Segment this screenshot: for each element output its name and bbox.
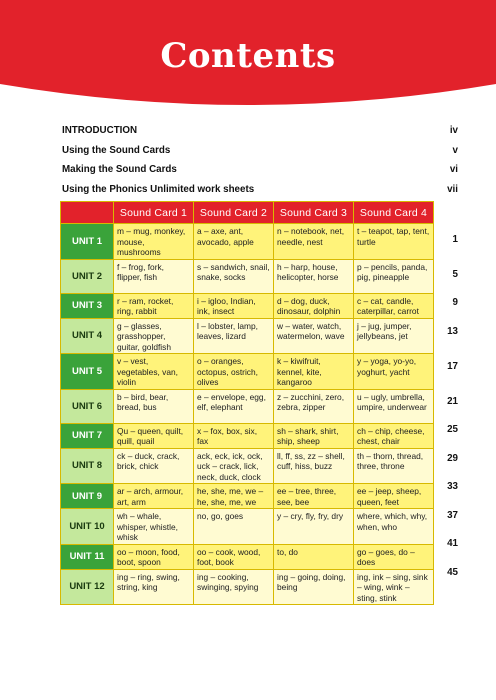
- table-cell: c – cat, candle, caterpillar, carrot: [354, 293, 434, 318]
- table-cell: ck – duck, crack, brick, chick: [114, 448, 194, 484]
- table-cell: ing, ink – sing, sink – wing, wink – sting, stink: [354, 569, 434, 605]
- column-header: Sound Card 1: [114, 202, 194, 224]
- table-cell: wh – whale, whisper, whistle, whisk: [114, 509, 194, 545]
- toc-item[interactable]: [62, 121, 458, 141]
- unit-page-number: 21: [447, 395, 458, 407]
- toc-item-label: INTRODUCTION: [62, 125, 138, 137]
- unit-page-number: 13: [447, 325, 458, 337]
- toc-item-label: Using the Sound Cards: [62, 144, 171, 156]
- table-body: [61, 224, 434, 605]
- column-header: Sound Card 3: [274, 202, 354, 224]
- table-cell: f – frog, fork, flipper, fish: [114, 259, 194, 293]
- page-title: Contents: [160, 36, 336, 76]
- toc-item-page: v: [452, 144, 458, 156]
- table-cell: y – yoga, yo-yo, yoghurt, yacht: [354, 354, 434, 390]
- unit-page-number: 29: [447, 452, 458, 464]
- unit-label[interactable]: UNIT 3: [61, 293, 114, 318]
- table-cell: m – mug, monkey, mouse, mushrooms: [114, 224, 194, 260]
- unit-label[interactable]: UNIT 12: [61, 569, 114, 605]
- table-cell: z – zucchini, zero, zebra, zipper: [274, 389, 354, 423]
- table-cell: no, go, goes: [194, 509, 274, 545]
- table-row: [61, 423, 434, 448]
- table-cell: where, which, why, when, who: [354, 509, 434, 545]
- table-cell: oo – moon, food, boot, spoon: [114, 544, 194, 569]
- table-cell: k – kiwifruit, kennel, kite, kangaroo: [274, 354, 354, 390]
- table-cell: l – lobster, lamp, leaves, lizard: [194, 318, 274, 354]
- table-row: [61, 354, 434, 390]
- unit-page-number: 37: [447, 509, 458, 521]
- table-cell: he, she, me, we – he, she, me, we: [194, 484, 274, 509]
- table-cell: g – glasses, grasshopper, guitar, goldfish: [114, 318, 194, 354]
- unit-label[interactable]: UNIT 8: [61, 448, 114, 484]
- table-cell: d – dog, duck, dinosaur, dolphin: [274, 293, 354, 318]
- sound-card-table: [60, 201, 434, 605]
- table-cell: e – envelope, egg, elf, elephant: [194, 389, 274, 423]
- unit-label[interactable]: UNIT 6: [61, 389, 114, 423]
- table-cell: oo – cook, wood, foot, book: [194, 544, 274, 569]
- table-cell: a – axe, ant, avocado, apple: [194, 224, 274, 260]
- table-cell: ar – arch, armour, art, arm: [114, 484, 194, 509]
- table-cell: w – water, watch, watermelon, wave: [274, 318, 354, 354]
- table-cell: th – thorn, thread, three, throne: [354, 448, 434, 484]
- header-corner: [61, 202, 114, 224]
- toc-item-page: vi: [449, 164, 458, 176]
- toc-item-label: Using the Phonics Unlimited work sheets: [62, 183, 255, 195]
- table-cell: Qu – queen, quilt, quill, quail: [114, 423, 194, 448]
- table-row: [61, 318, 434, 354]
- unit-page-number: 33: [447, 481, 458, 492]
- toc-item[interactable]: [62, 141, 458, 161]
- table-cell: h – harp, house, helicopter, horse: [274, 259, 354, 293]
- table-cell: ee – tree, three, see, bee: [274, 484, 354, 509]
- table-row: [61, 293, 434, 318]
- table-cell: j – jug, jumper, jellybeans, jet: [354, 318, 434, 354]
- toc-item[interactable]: [62, 180, 458, 200]
- table-cell: p – pencils, panda, pig, pineapple: [354, 259, 434, 293]
- table-row: [61, 509, 434, 545]
- table-cell: ack, eck, ick, ock, uck – crack, lick, neck, duck, clock: [194, 448, 274, 484]
- table-cell: ee – jeep, sheep, queen, feet: [354, 484, 434, 509]
- table-cell: ing – going, doing, being: [274, 569, 354, 605]
- table-row: [61, 448, 434, 484]
- unit-page-number: 9: [452, 297, 458, 308]
- table-cell: x – fox, box, six, fax: [194, 423, 274, 448]
- unit-page-number: 41: [447, 538, 458, 549]
- toc-item-page: vii: [447, 183, 458, 195]
- table-cell: sh – shark, shirt, ship, sheep: [274, 423, 354, 448]
- table-row: [61, 389, 434, 423]
- table-row: [61, 484, 434, 509]
- table-cell: y – cry, fly, fry, dry: [274, 509, 354, 545]
- table-cell: go – goes, do – does: [354, 544, 434, 569]
- table-cell: r – ram, rocket, ring, rabbit: [114, 293, 194, 318]
- table-cell: v – vest, vegetables, van, violin: [114, 354, 194, 390]
- table-row: [61, 544, 434, 569]
- toc-item-page: iv: [449, 125, 458, 137]
- unit-label[interactable]: UNIT 9: [61, 484, 114, 509]
- table-cell: ing – cooking, swinging, spying: [194, 569, 274, 605]
- table-cell: to, do: [274, 544, 354, 569]
- unit-page-number: 45: [447, 566, 458, 578]
- table-cell: t – teapot, tap, tent, turtle: [354, 224, 434, 260]
- unit-label[interactable]: UNIT 4: [61, 318, 114, 354]
- table-cell: n – notebook, net, needle, nest: [274, 224, 354, 260]
- table-row: [61, 224, 434, 260]
- unit-page-number: 5: [452, 268, 458, 280]
- unit-label[interactable]: UNIT 1: [61, 224, 114, 260]
- table-header-row: [61, 202, 434, 224]
- column-header: Sound Card 2: [194, 202, 274, 224]
- toc-item-label: Making the Sound Cards: [62, 164, 177, 176]
- unit-label[interactable]: UNIT 11: [61, 544, 114, 569]
- table-cell: u – ugly, umbrella, umpire, underwear: [354, 389, 434, 423]
- unit-label[interactable]: UNIT 2: [61, 259, 114, 293]
- table-cell: i – igloo, Indian, ink, insect: [194, 293, 274, 318]
- unit-label[interactable]: UNIT 5: [61, 354, 114, 390]
- toc-list: [62, 121, 458, 199]
- table-row: [61, 569, 434, 605]
- table-cell: ll, ff, ss, zz – shell, cuff, hiss, buzz: [274, 448, 354, 484]
- table-cell: s – sandwich, snail, snake, socks: [194, 259, 274, 293]
- unit-label[interactable]: UNIT 10: [61, 509, 114, 545]
- unit-label[interactable]: UNIT 7: [61, 423, 114, 448]
- table-cell: ch – chip, cheese, chest, chair: [354, 423, 434, 448]
- unit-page-number: 17: [447, 360, 458, 372]
- unit-page-number: 1: [452, 233, 458, 245]
- toc-item[interactable]: [62, 160, 458, 180]
- table-cell: b – bird, bear, bread, bus: [114, 389, 194, 423]
- column-header: Sound Card 4: [354, 202, 434, 224]
- table-row: [61, 259, 434, 293]
- table-cell: o – oranges, octopus, ostrich, olives: [194, 354, 274, 390]
- unit-page-number: 25: [447, 424, 458, 435]
- table-cell: ing – ring, swing, string, king: [114, 569, 194, 605]
